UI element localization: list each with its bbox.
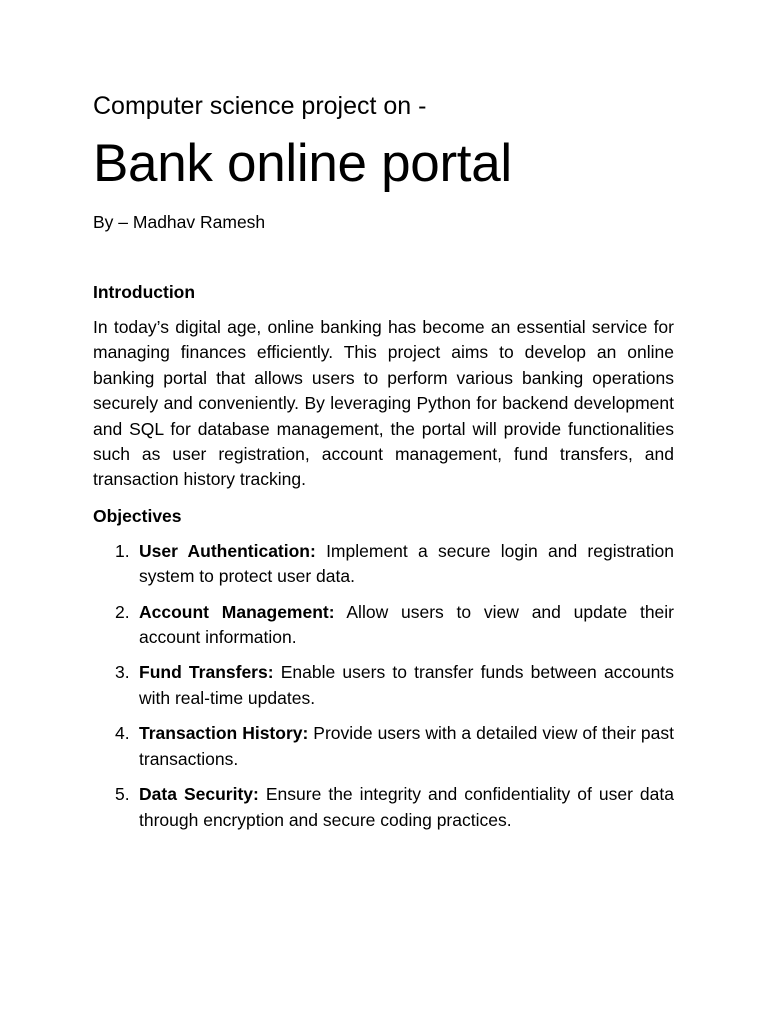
objective-title: User Authentication: xyxy=(139,540,316,561)
objectives-heading: Objectives xyxy=(93,505,182,526)
document-title: Bank online portal xyxy=(93,134,512,193)
document-page xyxy=(93,88,674,843)
objective-number: 2. xyxy=(115,601,130,622)
objective-number: 4. xyxy=(115,723,130,744)
objective-item xyxy=(93,660,674,711)
objective-number: 1. xyxy=(115,540,130,561)
objective-item xyxy=(93,782,674,833)
objective-title: Fund Transfers: xyxy=(139,662,274,683)
objective-text: Implement a secure login and registration system to protect user data. xyxy=(139,540,674,587)
objectives-list xyxy=(93,539,674,833)
author-byline: By – Madhav Ramesh xyxy=(93,212,266,232)
objective-item xyxy=(93,600,674,651)
objective-title: Transaction History: xyxy=(139,723,309,744)
objective-title: Data Security: xyxy=(139,784,259,805)
objective-text: Provide users with a detailed view of their past transactions. xyxy=(139,723,674,769)
objective-text: Ensure the integrity and confidentiality of user data through encryption and secure coding practices. xyxy=(139,784,674,830)
objective-item xyxy=(93,721,674,772)
objective-number: 5. xyxy=(115,784,130,805)
introduction-paragraph: In today’s digital age, online banking has become an essential service for managing finances efficiently. This project aims to develop an online banking portal that allows users to perform various banking operations securely and conveniently. By leveraging Python for backend development and SQL for database management, the portal will provide functionalities such as user registration, account management, fund transfers, and transaction history tracking. xyxy=(93,317,674,490)
introduction-heading: Introduction xyxy=(93,282,196,302)
objective-item xyxy=(93,539,674,590)
objective-title: Account Management: xyxy=(139,601,335,622)
document-subtitle: Computer science project on - xyxy=(93,92,427,120)
objective-number: 3. xyxy=(115,662,130,683)
objective-text: Enable users to transfer funds between accounts with real-time updates. xyxy=(139,662,674,708)
objective-text: Allow users to view and update their account information. xyxy=(139,601,674,648)
